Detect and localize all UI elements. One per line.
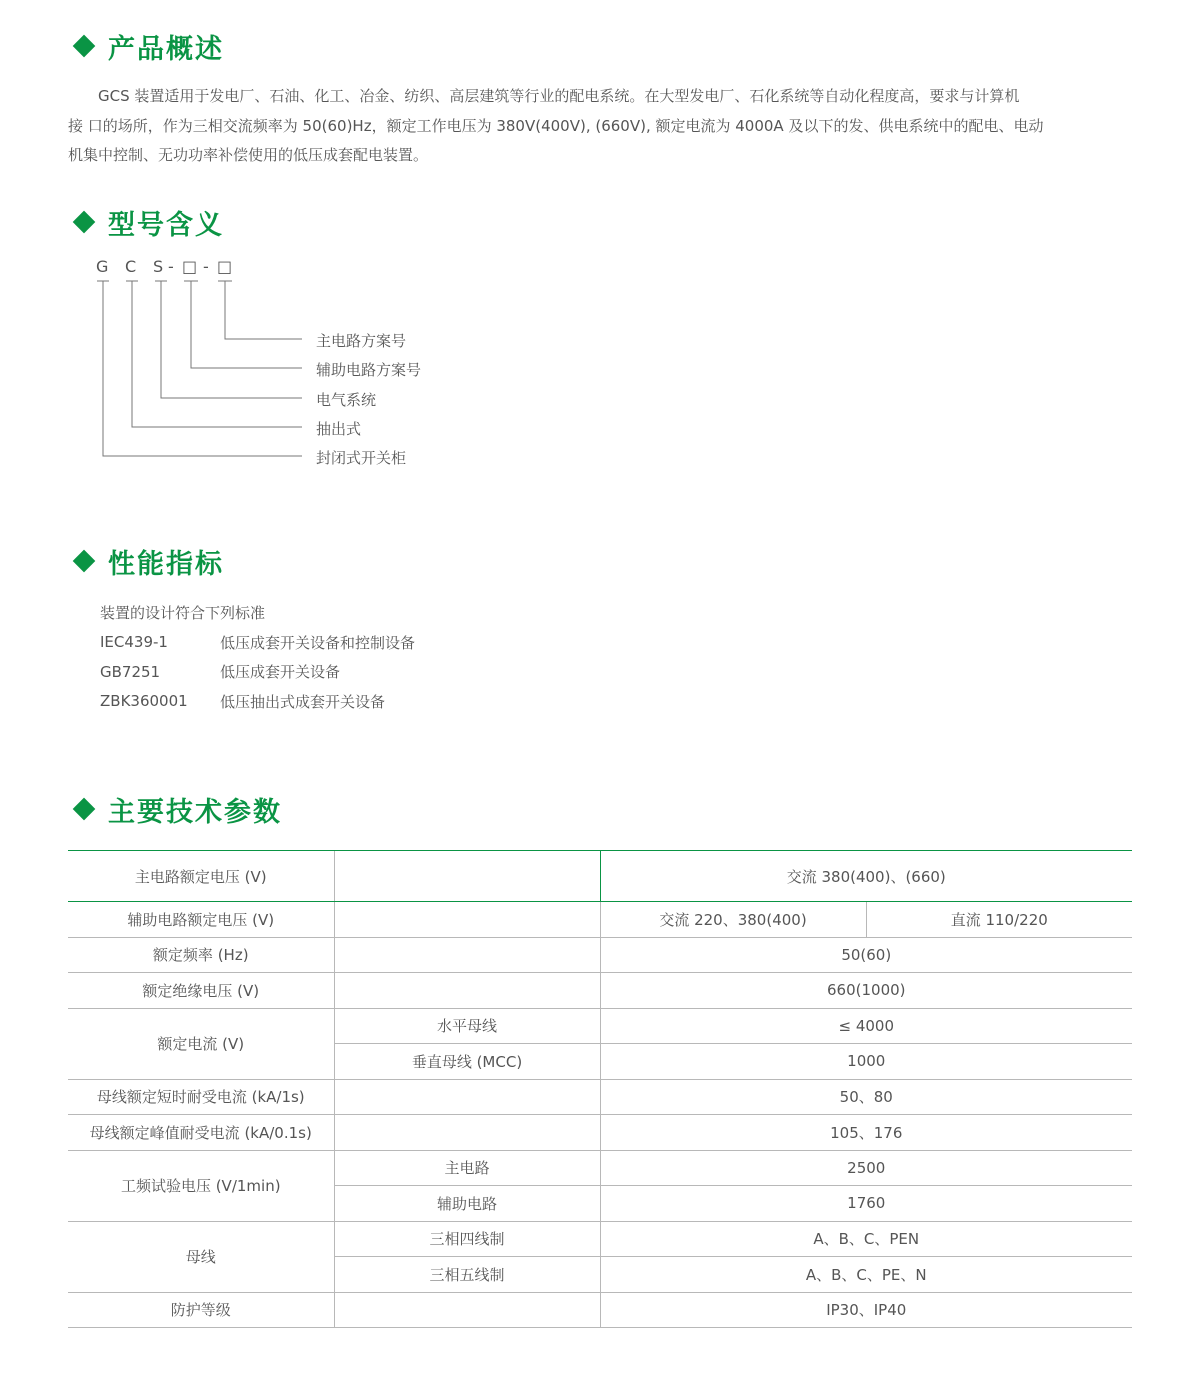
section-title-text: 产品概述: [108, 33, 224, 65]
diamond-bullet-icon: [73, 35, 96, 58]
param-label: 母线额定峰值耐受电流 (kA/0.1s): [68, 1115, 334, 1151]
param-label: 辅助电路额定电压 (V): [68, 902, 334, 938]
standard-item: [100, 687, 415, 717]
table-row: [68, 1292, 1132, 1328]
table-row: [68, 1008, 1132, 1044]
param-label: 防护等级: [68, 1292, 334, 1328]
model-code-dash: -: [203, 257, 209, 276]
table-row: [68, 902, 1132, 938]
param-sub-empty: [334, 1115, 600, 1151]
param-label: 额定频率 (Hz): [68, 937, 334, 973]
param-label: 额定电流 (V): [68, 1008, 334, 1079]
model-label-withdrawable: 抽出式: [316, 420, 362, 438]
section-title-performance: [72, 541, 224, 581]
section-title-text: 性能指标: [108, 548, 224, 580]
param-sub-label: 三相四线制: [334, 1221, 600, 1257]
param-label: 额定绝缘电压 (V): [68, 973, 334, 1009]
standard-item: [100, 657, 415, 687]
table-row: [68, 1221, 1132, 1257]
param-sub-empty: [334, 937, 600, 973]
table-row: [68, 1115, 1132, 1151]
param-sub-empty: [334, 973, 600, 1009]
table-row: [68, 851, 1132, 902]
param-value: 50(60): [600, 937, 1132, 973]
model-label-electrical-system: 电气系统: [316, 391, 377, 409]
param-value: ≤ 4000: [600, 1008, 1132, 1044]
model-code-box: □: [182, 257, 198, 276]
param-value: IP30、IP40: [600, 1292, 1132, 1328]
param-sub-label: 水平母线: [334, 1008, 600, 1044]
param-sub-label: 辅助电路: [334, 1186, 600, 1222]
section-title-overview: [72, 26, 224, 66]
model-code-char: G: [96, 257, 109, 276]
standard-name: 低压成套开关设备和控制设备: [220, 633, 416, 652]
param-sub-empty: [334, 1292, 600, 1328]
standard-name: 低压抽出式成套开关设备: [220, 692, 386, 711]
table-row: [68, 973, 1132, 1009]
model-label-aux-circuit: 辅助电路方案号: [316, 361, 422, 379]
param-sub-label: 垂直母线 (MCC): [334, 1044, 600, 1080]
param-value: 1000: [600, 1044, 1132, 1080]
param-value: 660(1000): [600, 973, 1132, 1009]
model-code-char: S: [153, 257, 164, 276]
param-value: 交流 380(400)、(660): [600, 851, 1132, 902]
param-label: 母线: [68, 1221, 334, 1292]
overview-paragraph: [68, 82, 1132, 171]
standards-list: [100, 598, 415, 716]
table-row: [68, 1079, 1132, 1115]
param-sub-empty: [334, 902, 600, 938]
param-value: 直流 110/220: [866, 902, 1132, 938]
section-title-text: 主要技术参数: [108, 796, 282, 828]
model-code-char: C: [125, 257, 137, 276]
param-sub-label: 三相五线制: [334, 1257, 600, 1293]
overview-line-2: 接 口的场所，作为三相交流频率为 50(60)Hz，额定工作电压为 380V(400V), (660V), 额定电流为 4000A 及以下的发、供电系统中的配电、电动: [68, 116, 1044, 135]
standard-name: 低压成套开关设备: [220, 663, 341, 682]
param-sub-empty: [334, 851, 600, 902]
standard-code: GB7251: [100, 662, 161, 681]
diamond-bullet-icon: [73, 550, 96, 573]
standard-code: ZBK360001: [100, 692, 188, 711]
table-row: [68, 937, 1132, 973]
param-value: A、B、C、PE、N: [600, 1257, 1132, 1293]
section-title-params: [72, 789, 282, 829]
overview-line-3: 机集中控制、无功功率补偿使用的低压成套配电装置。: [68, 146, 429, 164]
model-label-enclosed-switchgear: 封闭式开关柜: [316, 449, 407, 467]
param-label: 主电路额定电压 (V): [68, 851, 334, 902]
param-value: 交流 220、380(400): [600, 902, 866, 938]
param-value: 1760: [600, 1186, 1132, 1222]
model-label-main-circuit: 主电路方案号: [316, 332, 407, 350]
diamond-bullet-icon: [73, 211, 96, 234]
param-sub-label: 主电路: [334, 1150, 600, 1186]
standards-intro: 装置的设计符合下列标准: [100, 604, 266, 623]
section-title-text: 型号含义: [108, 209, 224, 241]
param-value: 2500: [600, 1150, 1132, 1186]
param-value: 105、176: [600, 1115, 1132, 1151]
section-title-model: [72, 202, 224, 242]
standard-code: IEC439-1: [100, 633, 168, 652]
diamond-bullet-icon: [73, 798, 96, 821]
param-label: 母线额定短时耐受电流 (kA/1s): [68, 1079, 334, 1115]
overview-line-1: GCS 装置适用于发电厂、石油、化工、冶金、纺织、高层建筑等行业的配电系统。在大型发电厂、石化系统等自动化程度高，要求与计算机: [98, 87, 1020, 105]
standard-item: [100, 628, 415, 658]
param-sub-empty: [334, 1079, 600, 1115]
param-value: A、B、C、PEN: [600, 1221, 1132, 1257]
param-value: 50、80: [600, 1079, 1132, 1115]
spec-table: [68, 850, 1132, 1328]
param-label: 工频试验电压 (V/1min): [68, 1150, 334, 1221]
model-code-box: □: [217, 257, 233, 276]
model-code-dash: -: [168, 257, 174, 276]
table-row: [68, 1150, 1132, 1186]
